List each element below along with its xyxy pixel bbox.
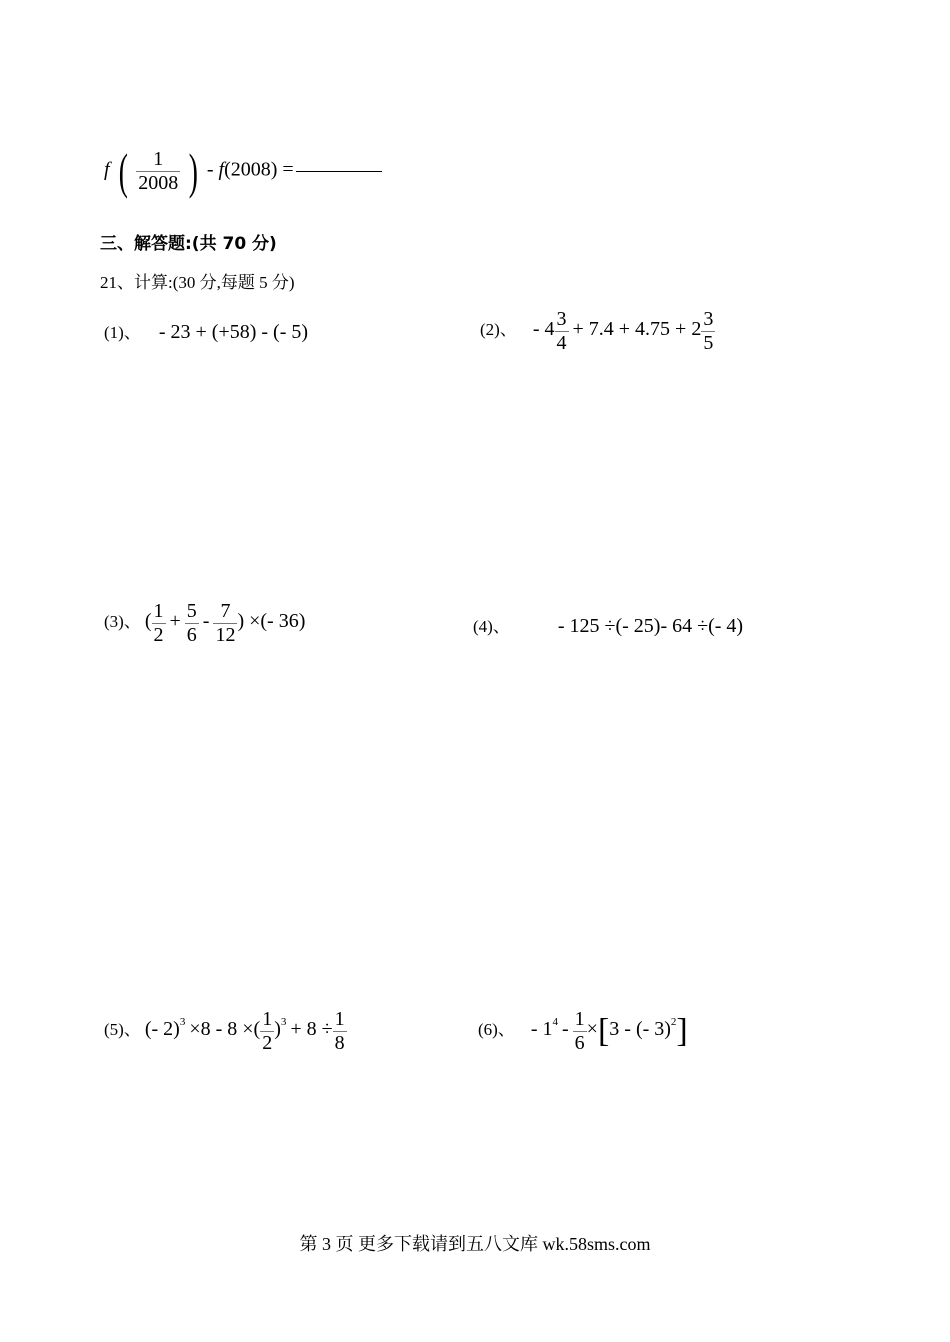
minus-sign: - <box>562 1018 569 1041</box>
problem-label: (4)、 <box>473 617 510 636</box>
open-paren: ( <box>144 610 152 633</box>
fraction-denominator: 4 <box>556 332 567 354</box>
problem-label: (3)、 <box>104 612 141 632</box>
fraction-denominator: 8 <box>334 1032 345 1054</box>
right-paren: ) <box>188 143 199 199</box>
problem-4 <box>473 612 743 638</box>
fraction <box>333 1008 347 1055</box>
right-bracket: ] <box>676 1012 688 1050</box>
exponent: 3 <box>280 1016 287 1029</box>
math-expression: ) ×(- 36) <box>237 610 306 633</box>
math-expression: (- 2) <box>144 1018 180 1041</box>
fraction <box>573 1008 587 1055</box>
problem-5 <box>104 1008 347 1055</box>
problem-1 <box>104 318 308 344</box>
fraction-denominator: 5 <box>703 332 714 354</box>
minus-sign: - <box>206 158 214 181</box>
fraction <box>213 600 237 647</box>
answer-blank-line <box>296 171 382 172</box>
fraction <box>136 148 180 195</box>
fraction-denominator: 2 <box>153 624 164 646</box>
math-expression: - 4 <box>532 318 555 341</box>
fraction-denominator: 12 <box>215 624 236 646</box>
math-expression: - 125 ÷(- 25)- 64 ÷(- 4) <box>557 615 744 637</box>
fraction-denominator: 2008 <box>138 171 179 194</box>
math-expression: ×8 - 8 ×( <box>189 1018 261 1041</box>
math-expression: - 23 + (+58) - (- 5) <box>158 321 309 343</box>
problem-label: (6)、 <box>478 1020 515 1040</box>
function-argument: (2008) = <box>224 158 294 181</box>
problem-3 <box>104 600 305 647</box>
fraction-numerator: 3 <box>556 308 567 330</box>
fraction <box>555 308 569 355</box>
fraction-numerator: 5 <box>186 600 197 622</box>
fraction-numerator: 1 <box>153 147 164 170</box>
fraction-numerator: 1 <box>262 1008 273 1030</box>
exponent: 2 <box>670 1016 677 1029</box>
left-bracket: [ <box>597 1012 610 1050</box>
problem-2 <box>480 308 715 355</box>
close-paren: ) <box>274 1018 281 1041</box>
function-symbol-2: f <box>218 158 225 181</box>
minus-sign: - <box>202 610 210 633</box>
math-expression: + 7.4 + 4.75 + 2 <box>572 318 702 341</box>
fraction <box>260 1008 274 1055</box>
plus-sign: + <box>169 610 181 633</box>
math-expression: + 8 ÷ <box>290 1018 333 1041</box>
fraction <box>152 600 166 647</box>
question-title: 21、计算:(30 分,每题 5 分) <box>100 273 295 292</box>
function-symbol: f <box>104 158 110 181</box>
fraction-numerator: 3 <box>703 308 714 330</box>
page-footer: 第 3 页 更多下载请到五八文库 wk.58sms.com <box>299 1234 651 1254</box>
fill-blank-expression <box>104 143 382 199</box>
fraction-numerator: 1 <box>574 1008 585 1030</box>
fraction <box>185 600 199 647</box>
exponent: 4 <box>552 1016 558 1029</box>
fraction <box>701 308 715 355</box>
math-expression: 3 - (- 3) <box>609 1018 671 1041</box>
fraction-numerator: 7 <box>220 600 231 622</box>
fraction-denominator: 6 <box>186 624 197 646</box>
problem-6 <box>478 1008 688 1055</box>
exponent: 3 <box>179 1016 186 1029</box>
math-expression: - 1 <box>530 1018 553 1041</box>
problem-label: (5)、 <box>104 1020 141 1040</box>
left-paren: ( <box>118 143 128 199</box>
problem-label: (2)、 <box>480 320 517 340</box>
problem-label: (1)、 <box>104 323 141 342</box>
times-sign: × <box>586 1018 598 1041</box>
section-heading: 三、解答题:(共 70 分) <box>100 234 277 254</box>
fraction-numerator: 1 <box>153 600 164 622</box>
fraction-denominator: 6 <box>574 1032 585 1054</box>
fraction-denominator: 2 <box>262 1032 273 1054</box>
fraction-numerator: 1 <box>334 1008 345 1030</box>
